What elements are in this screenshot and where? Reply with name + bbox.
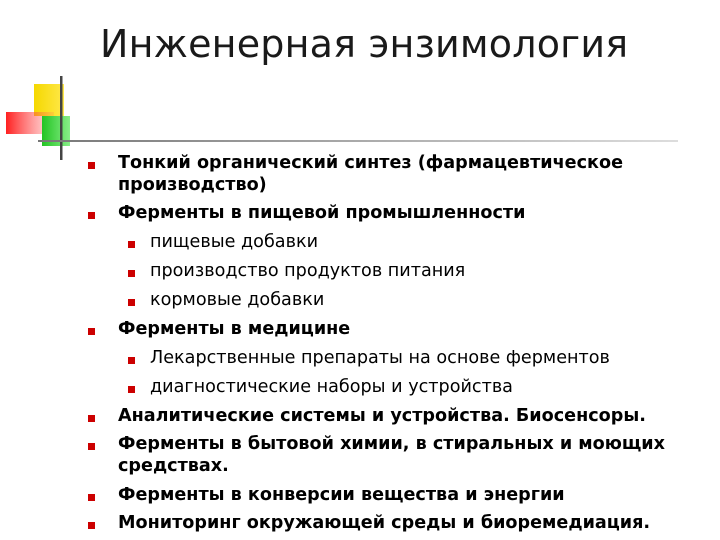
bullet-square-icon — [128, 357, 135, 364]
bullet-text: Ферменты в пищевой промышленности — [118, 203, 526, 224]
slide-title: Инженерная энзимология — [100, 22, 629, 66]
bullet-item — [0, 434, 720, 477]
bullet-text: пищевые добавки — [150, 232, 318, 253]
bullet-square-icon — [88, 443, 95, 450]
bullet-text: кормовые добавки — [150, 290, 325, 311]
bullet-square-icon — [88, 415, 95, 422]
sub-bullet-item — [0, 261, 720, 283]
sub-bullet-item — [0, 232, 720, 254]
bullet-text: Ферменты в конверсии вещества и энергии — [118, 484, 565, 505]
bullet-square-icon — [128, 270, 135, 277]
bullet-square-icon — [88, 522, 95, 529]
bullet-text: Лекарственные препараты на основе ферментов — [150, 348, 610, 369]
bullet-item — [0, 513, 720, 535]
bullet-text: производство продуктов питания — [150, 261, 466, 282]
vertical-rule — [60, 76, 63, 160]
bullet-text: Тонкий органический синтез (фармацевтическое производство) — [118, 153, 623, 195]
bullet-item — [0, 153, 720, 196]
bullet-square-icon — [128, 299, 135, 306]
bullet-item — [0, 319, 720, 341]
yellow-block — [34, 84, 64, 116]
bullet-text: Ферменты в медицине — [118, 319, 351, 340]
bullet-square-icon — [88, 494, 95, 501]
bullet-text: Аналитические системы и устройства. Биосенсоры. — [118, 405, 646, 426]
bullet-list — [0, 153, 720, 535]
horizontal-rule — [38, 140, 678, 142]
sub-bullet-item — [0, 377, 720, 399]
bullet-square-icon — [88, 328, 95, 335]
bullet-square-icon — [88, 212, 95, 219]
bullet-text: диагностические наборы и устройства — [150, 377, 513, 398]
sub-bullet-item — [0, 348, 720, 370]
bullet-item — [0, 406, 720, 428]
bullet-square-icon — [128, 386, 135, 393]
bullet-item — [0, 203, 720, 225]
sub-bullet-item — [0, 290, 720, 312]
bullet-square-icon — [128, 241, 135, 248]
bullet-text: Мониторинг окружающей среды и биоремедиация. — [118, 513, 651, 534]
bullet-item — [0, 485, 720, 507]
bullet-text: Ферменты в бытовой химии, в стиральных и моющих средствах. — [118, 434, 665, 477]
bullet-square-icon — [88, 162, 95, 169]
